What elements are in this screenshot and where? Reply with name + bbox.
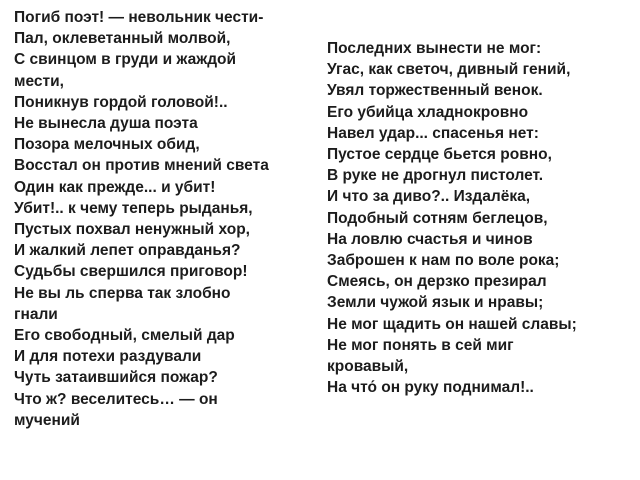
poem-line: Один как прежде... и убит!	[14, 178, 216, 196]
poem-line: Не мог понять в сей миг	[327, 336, 514, 354]
poem-line: Чуть затаившийся пожар?	[14, 369, 218, 387]
poem-line: В руке не дрогнул пистолет.	[327, 167, 544, 185]
poem-line: Его убийца хладнокровно	[327, 103, 529, 121]
poem-line: кровавый,	[327, 358, 409, 376]
poem-line: мести,	[14, 72, 64, 90]
poem-line: Убит!.. к чему теперь рыданья,	[14, 199, 253, 217]
poem-line: Пал, оклеветанный молвой,	[14, 30, 231, 48]
poem-line: Не вынесла душа поэта	[14, 115, 198, 133]
poem-line: Восстал он против мнений света	[14, 157, 269, 175]
poem-line: Смеясь, он дерзко презирал	[327, 273, 547, 291]
poem-line: И жалкий лепет оправданья?	[14, 242, 241, 260]
poem-line: Земли чужой язык и нравы;	[327, 294, 544, 312]
poem-line: Не мог щадить он нашей славы;	[327, 315, 577, 333]
poem-line: Последних вынести не мог:	[327, 40, 542, 57]
poem-line: На ловлю счастья и чинов	[327, 230, 533, 248]
poem-line: Что ж? веселитесь… — он	[14, 390, 218, 408]
poem-line: Пустых похвал ненужный хор,	[14, 221, 250, 239]
poem-line: На что́ он руку поднимал!..	[327, 379, 534, 397]
poem-left-column	[14, 7, 269, 431]
poem-line: Судьбы свершился приговор!	[14, 263, 248, 281]
poem-line: Пустое сердце бьется ровно,	[327, 146, 552, 164]
poem-line: Поникнув гордой головой!..	[14, 93, 228, 111]
poem-line: С свинцом в груди и жаждой	[14, 51, 237, 69]
poem-line: Заброшен к нам по воле рока;	[327, 252, 560, 270]
poem-line: Навел удар... спасенья нет:	[327, 124, 539, 142]
poem-line: Подобный сотням беглецов,	[327, 209, 548, 227]
poem-line: гнали	[14, 305, 58, 323]
poem-right-column	[327, 38, 577, 398]
poem-line: Его свободный, смелый дар	[14, 327, 235, 345]
poem-line: И для потехи раздували	[14, 348, 202, 366]
poem-line: Увял торжественный венок.	[327, 82, 543, 100]
poem-line: мучений	[14, 411, 80, 429]
poem-line: Не вы ль сперва так злобно	[14, 284, 231, 302]
poem-line: И что за диво?.. Издалёка,	[327, 188, 531, 206]
poem-line: Угас, как светоч, дивный гений,	[327, 61, 571, 79]
poem-line: Позора мелочных обид,	[14, 136, 200, 154]
poem-line: Погиб поэт! — невольник чести-	[14, 9, 264, 26]
